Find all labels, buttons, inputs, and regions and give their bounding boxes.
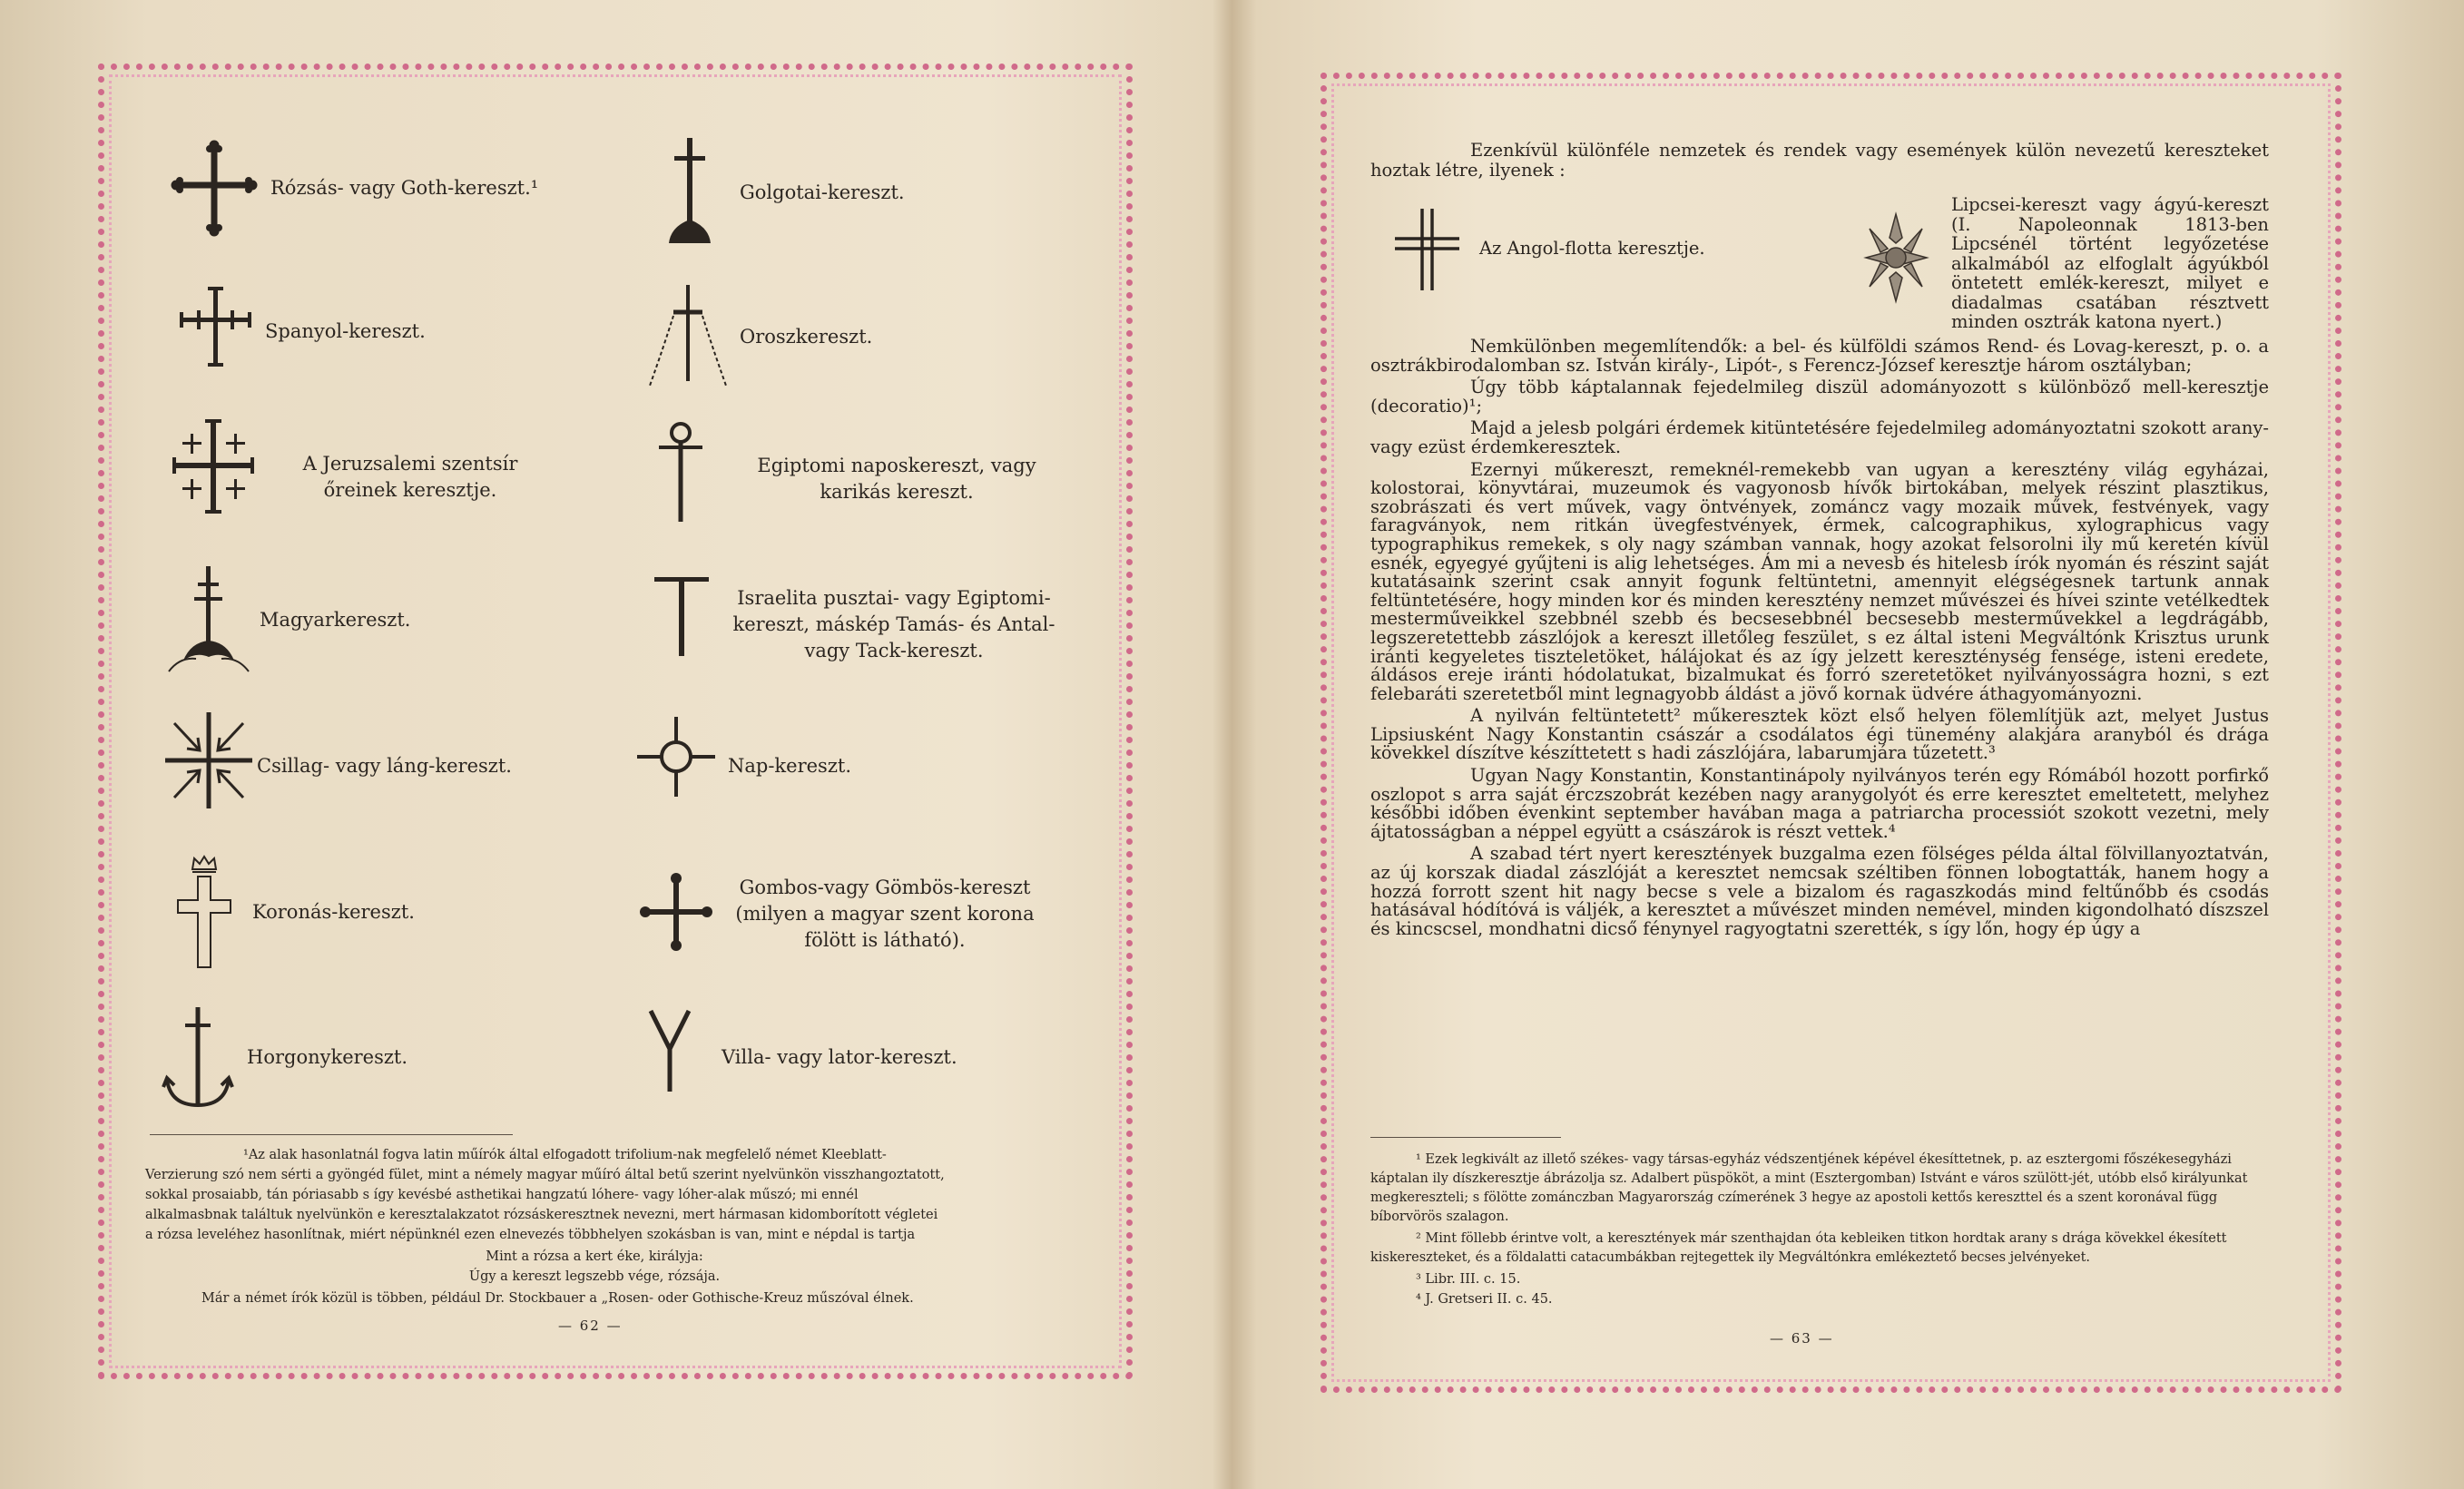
jerusalem-cross-icon xyxy=(169,416,258,517)
fork-cross-icon xyxy=(647,1007,692,1093)
left-footnote-rule xyxy=(150,1134,513,1135)
crowned-cross-icon xyxy=(172,853,236,971)
leipzig-cross-description: Lipcsei-kereszt vagy ágyú-kereszt (I. Napoleonnak 1813-ben Lipcsénél történt legyőzetése alkalmából az elfoglalt ágyúkból öntetett emlék-kereszt, milyet e diadalmas csatában résztvett minden osztrák katona nyert.) xyxy=(1951,194,2269,332)
russian-cross-label: Oroszkereszt. xyxy=(740,326,873,348)
left-footnote-line: sokkal prosaiabb, tán póriasabb s így kevésbé asthetikai hangzatú lóhere- vagy lóher-alak műszó; mi ennél xyxy=(145,1188,859,1202)
spanish-cross-label: Spanyol-kereszt. xyxy=(265,320,426,342)
fork-cross-label: Villa- vagy lator-kereszt. xyxy=(722,1046,957,1068)
star-cross-icon xyxy=(163,710,254,810)
calvary-cross-icon xyxy=(658,136,722,247)
right-footnote: ⁴ J. Gretseri II. c. 45. xyxy=(1416,1292,1553,1307)
star-cross-label: Csillag- vagy láng-kereszt. xyxy=(257,755,512,777)
paragraph: Nemkülönben megemlítendők: a bel- és külföldi számos Rend- és Lovag-kereszt, p. o. a osztrákbirodalomban sz. István király-, Lipót-, s Ferencz-József keresztje három osztályban; xyxy=(1370,336,2269,376)
calvary-cross-label: Golgotai-kereszt. xyxy=(740,181,905,203)
spanish-cross-icon xyxy=(177,283,254,370)
sun-cross-icon xyxy=(635,715,717,798)
right-intro xyxy=(1370,141,2269,181)
paragraph: A szabad tért nyert keresztények buzgalma ezen fölséges példa által fölvillanyoztatván, az új korszak diadal zászlóját a keresztet nemcsak széltiben fönnen lobogtatták, hanem hogy a hozzá forrott szent hit nagy becse s vele a bizalom és ragaszkodás mind feltűnőbb és csodás hatásával hódítóvá is váljék, a keresztet a művészet minden nemével, minden kigondolható díszszel és kincscsel, mondhatni dicső fénynyel ragyogtatni szerették, s így lőn, hogy ép úgy a xyxy=(1370,843,2269,939)
sun-cross-label: Nap-kereszt. xyxy=(728,755,852,777)
russian-cross-icon xyxy=(643,281,733,390)
hungarian-cross-label: Magyarkereszt. xyxy=(260,609,411,631)
crowned-cross-label: Koronás-kereszt. xyxy=(252,901,415,923)
knob-cross-icon xyxy=(640,871,712,953)
anchor-cross-label: Horgonykereszt. xyxy=(247,1046,408,1068)
english-fleet-cross-label: Az Angol-flotta keresztje. xyxy=(1479,238,1705,259)
tau-cross-icon xyxy=(652,574,712,658)
left-footnote-line: Már a német írók közül is többen, például Dr. Stockbauer a „Rosen- oder Gothische-Kreuz műszóval élnek. xyxy=(201,1291,914,1306)
paragraph: Ezernyi műkereszt, remeknél-remekebb van ugyan a keresztény világ egyházai, kolostorai, könyvtárai, muzeumok és vagyonosb hívők birtokában, melyek részint plasztikus, szobrászati és vert művek, vagy öntvények, zománcz vagy mozaik művek, festvények, vagy faragványok, nem ritkán üvegfestvények, érmek, calcographikus, xylographicus vagy typographikus remekek, s oly nagy számban vannak, hogy azokat felsorolni ily mű keretén kívül esnék, egyegyé gyűjteni is alig lehetséges. Ám mi a nevesb és hitelesb írók nyomán és részint saját kutatásaink szerint csak annyit fogunk feltüntetni, amennyit elégségesnek tartunk annak feltüntetésére, hogy minden kor és minden keresztény nemzet művészei és hívei szinte vetélkedtek mesterműveikkel szebbnél szebb és becsesebbnél becsesebb mesterművekkel a legdrágább, legszeretettebb zászlójok a kereszt illetőleg feszület, s ez által isteni Megváltónk Krisztus urunk iránti kegyeletes tiszteletöket, hálájokat és az így jelzett kereszténység fensége, isteni eredete, áldásos ereje iránti hódolatukat, bizalmukat és forró szeretetöket nyilványosságra hozni, s ezt felebaráti szeretetből mint legnagyobb áldást a jövő kornak üdvére áthagyományozni. xyxy=(1370,458,2269,704)
left-footnote-verse: Mint a rózsa a kert éke, királyja: xyxy=(486,1249,703,1264)
tau-cross-label: Israelita pusztai- vagy Egiptomi-kereszt, máskép Tamás- és Antal-vagy Tack-kereszt. xyxy=(732,587,1055,661)
page-number-right: — 63 — xyxy=(1770,1330,1834,1347)
knob-cross-label: Gombos-vagy Gömbös-kereszt (milyen a magyar szent korona fölött is látható). xyxy=(735,877,1035,951)
left-footnote-line: alkalmasbnak találtuk nyelvünkön e keresztalakzatot rózsáskeresztnek nevezni, mert hármasan kidomborított végletei xyxy=(145,1208,938,1222)
ankh-cross-icon xyxy=(653,420,708,524)
leipzig-cross-text xyxy=(1951,195,2269,332)
right-footnote-rule xyxy=(1370,1137,1561,1138)
leipzig-cross-icon xyxy=(1862,211,1930,306)
right-main-text xyxy=(1370,338,2269,942)
paragraph: A nyilván feltüntetett² műkeresztek közt első helyen fölemlítjük azt, melyet Justus Lipsiusként Nagy Konstantin császár a csodálatos égi tünemény alakjára aranyból és drága kövekkel díszítve készíttetett s hadi zászlójára, labarumjára tűzetett.³ xyxy=(1370,705,2269,764)
english-fleet-cross-icon xyxy=(1393,207,1461,293)
rose-cross-label: Rózsás- vagy Goth-kereszt.¹ xyxy=(270,177,539,199)
rose-cross-icon xyxy=(171,138,258,238)
paragraph: Ugyan Nagy Konstantin, Konstantinápoly nyilványos terén egy Rómából hozott porfirkő oszlopot s arra saját érczszobrát kezében nagy aranygolyót és erre keresztet emeltetett, melyhez későbbi időben évenkint september havában maga a patriarcha processiót szokott vezetni, mely ájtatosságban a néppel együtt a császárok is részt vettek.⁴ xyxy=(1370,765,2269,842)
paragraph: Úgy több káptalannak fejedelmileg diszül adományozott s különböző mell-keresztje (decoratio)¹; xyxy=(1370,377,2269,416)
right-footnote: ¹ Ezek legkivált az illető székes- vagy társas-egyház védszentjének képével ékesíttetnek, p. az esztergomi főszékesegyházi káptalan ily díszkeresztje ábrázolja sz. Adalbert püspököt, a mint (Esztergomban) Istvánt e város szülött-jét, utóbb első királyunkat megkereszteli; s fölötte zománczban Magyarország czímerének 3 hegye az apostoli kettős kereszttel és a szent koronával függ bíborvörös szalagon. xyxy=(1370,1152,2248,1224)
left-footnote-verse: Úgy a kereszt legszebb vége, rózsája. xyxy=(468,1269,721,1284)
left-footnote-line: ¹Az alak hasonlatnál fogva latin műírók által elfogadott trifolium-nak megfelelő német Kleeblatt- xyxy=(243,1148,887,1162)
page-number-left: — 62 — xyxy=(558,1318,623,1334)
right-footnote: ² Mint föllebb érintve volt, a keresztények már szenthajdan óta kebleiken titkon hordtak arany s drága kövekkel ékesített kiskereszteket, és a földalatti catacumbákban rejtegettek ily Megváltónkra emlékeztető becses jelvényeket. xyxy=(1370,1231,2227,1265)
ankh-cross-label: Egiptomi naposkereszt, vagy karikás kereszt. xyxy=(757,455,1036,503)
right-footnote: ³ Libr. III. c. 15. xyxy=(1416,1272,1521,1287)
anchor-cross-icon xyxy=(162,1005,234,1111)
right-intro-text: Ezenkívül különféle nemzetek és rendek vagy események külön nevezetű kereszteket hoztak létre, ilyenek : xyxy=(1370,140,2269,181)
paragraph: Majd a jelesb polgári érdemek kitüntetésére fejedelmileg adományoztatni szokott arany-vagy ezüst érdemkeresztek. xyxy=(1370,417,2269,457)
hungarian-cross-icon xyxy=(163,563,254,676)
jerusalem-cross-label: A Jeruzsalemi szentsír őreinek keresztje. xyxy=(302,453,518,501)
left-footnote-line: Verzierung szó nem sérti a gyöngéd fület, mint a némely magyar műíró által betű szerint nyelvünkön visszhangoztatott, xyxy=(145,1168,945,1182)
left-footnote-line: a rózsa leveléhez hasonlítnak, miért népünknél ezen elnevezés többhelyen szokásban is van, mint e népdal is tartja xyxy=(145,1228,916,1242)
